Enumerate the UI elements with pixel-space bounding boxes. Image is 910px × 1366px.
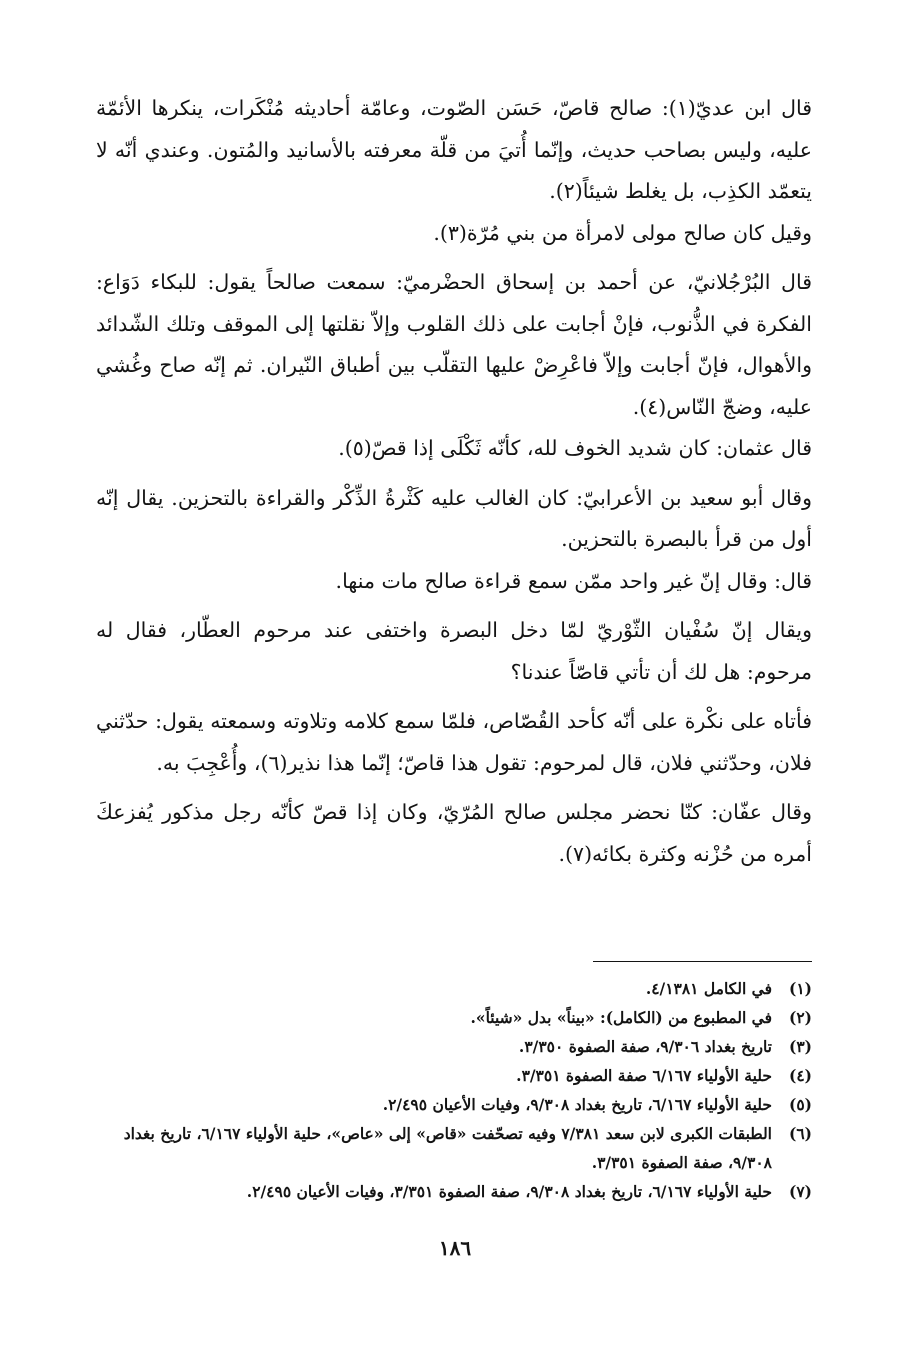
footnote-divider bbox=[593, 961, 812, 962]
paragraph-sufyan: ويقال إنّ سُفْيان الثّوْريّ لمّا دخل البصرة واختفى عند مرحوم العطّار، فقال له مرحوم: هل لك أن تأتي قاصّاً عندنا؟ bbox=[96, 618, 812, 684]
footnote-number: (٣) bbox=[788, 1037, 812, 1056]
footnote-number: (٧) bbox=[788, 1182, 812, 1201]
footnote-text: حلية الأولياء ٦/١٦٧، تاريخ بغداد ٩/٣٠٨، وفيات الأعيان ٢/٤٩٥. bbox=[382, 1095, 772, 1114]
footnote-text: في المطبوع من (الكامل): «بيناً» بدل «شيئاً». bbox=[470, 1008, 772, 1027]
footnote-text: حلية الأولياء ٦/١٦٧ صفة الصفوة ٣/٣٥١. bbox=[516, 1066, 772, 1085]
paragraph-ibn-arabi: وقال أبو سعيد بن الأعرابيّ: كان الغالب عليه كَثْرةُ الذِّكْر والقراءة بالتحزين. يقال إنّه أول من قرأ بالبصرة بالتحزين. bbox=[96, 485, 812, 551]
footnote-text: الطبقات الكبرى لابن سعد ٧/٣٨١ وفيه تصحّفت «قاص» إلى «عاص»، حلية الأولياء ٦/١٦٧، تاريخ بغداد ٩/٣٠٨، صفة الصفوة ٣/٣٥١. bbox=[123, 1124, 772, 1172]
footnote bbox=[96, 1003, 812, 1032]
footnote-number: (٢) bbox=[788, 1008, 812, 1027]
footnote-number: (٦) bbox=[788, 1124, 812, 1143]
footnote bbox=[96, 974, 812, 1003]
footnote-number: (٥) bbox=[788, 1095, 812, 1114]
footnote bbox=[96, 1090, 812, 1119]
paragraph-qala: قال: وقال إنّ غير واحد ممّن سمع قراءة صالح مات منها. bbox=[335, 568, 812, 593]
footnotes bbox=[96, 974, 812, 1206]
footnote bbox=[96, 1061, 812, 1090]
page-number: ١٨٦ bbox=[438, 1236, 472, 1260]
footnote-text: تاريخ بغداد ٩/٣٠٦، صفة الصفوة ٣/٣٥٠. bbox=[518, 1037, 772, 1056]
footnote-number: (٤) bbox=[788, 1066, 812, 1085]
footnote-text: في الكامل ٤/١٣٨١. bbox=[645, 979, 772, 998]
footnote bbox=[96, 1032, 812, 1061]
paragraph-fa-atahu: فأتاه على نكْرة على أنّه كأحد القُصّاص، فلمّا سمع كلامه وتلاوته وسمعته يقول: حدّثني فلان، وحدّثني فلان، قال لمرحوم: تقول هذا قاصّ؛ إنّما هذا نذير(٦)، وأُعْجِبَ به. bbox=[96, 709, 812, 775]
footnote bbox=[96, 1119, 812, 1177]
main-text bbox=[96, 88, 812, 875]
paragraph-mawla: وقيل كان صالح مولى لامرأة من بني مُرّة(٣). bbox=[433, 220, 812, 245]
paragraph-ibn-adi: قال ابن عديّ(١): صالح قاصّ، حَسَن الصّوت، وعامّة أحاديثه مُنْكَرات، ينكرها الأئمّة عليه، وليس بصاحب حديث، وإنّما أُتيَ من قلّة معرفته بالأسانيد والمُتون. وعندي أنّه لا يتعمّد الكذِب، بل يغلط شيئاً(٢). bbox=[96, 96, 813, 203]
paragraph-burjulani: قال البُرْجُلانيّ، عن أحمد بن إسحاق الحضْرميّ: سمعت صالحاً يقول: للبكاء دَوَاع: الفكرة في الذُّنوب، فإنْ أجابت على ذلك القلوب وإلاّ نقلتها إلى الموقف وتلك الشّدائد والأهوال، فإنّ أجابت وإلاّ فاعْرِضْ عليها التقلّب بين أطباق النّيران. ثم إنّه صاح وغُشي عليه، وضجّ النّاس(٤). bbox=[96, 270, 812, 419]
paragraph-uthman: قال عثمان: كان شديد الخوف لله، كأنّه ثَكْلَى إذا قصّ(٥). bbox=[338, 436, 812, 460]
footnote-number: (١) bbox=[788, 979, 812, 998]
paragraph-affan: وقال عفّان: كنّا نحضر مجلس صالح المُرّيّ، وكان إذا قصّ كأنّه رجل مذكور يُفزعكَ أمره من حُزْنه وكثرة بكائه(٧). bbox=[96, 800, 812, 866]
footnote bbox=[96, 1177, 812, 1206]
footnote-text: حلية الأولياء ٦/١٦٧، تاريخ بغداد ٩/٣٠٨، صفة الصفوة ٣/٣٥١، وفيات الأعيان ٢/٤٩٥. bbox=[246, 1182, 772, 1201]
